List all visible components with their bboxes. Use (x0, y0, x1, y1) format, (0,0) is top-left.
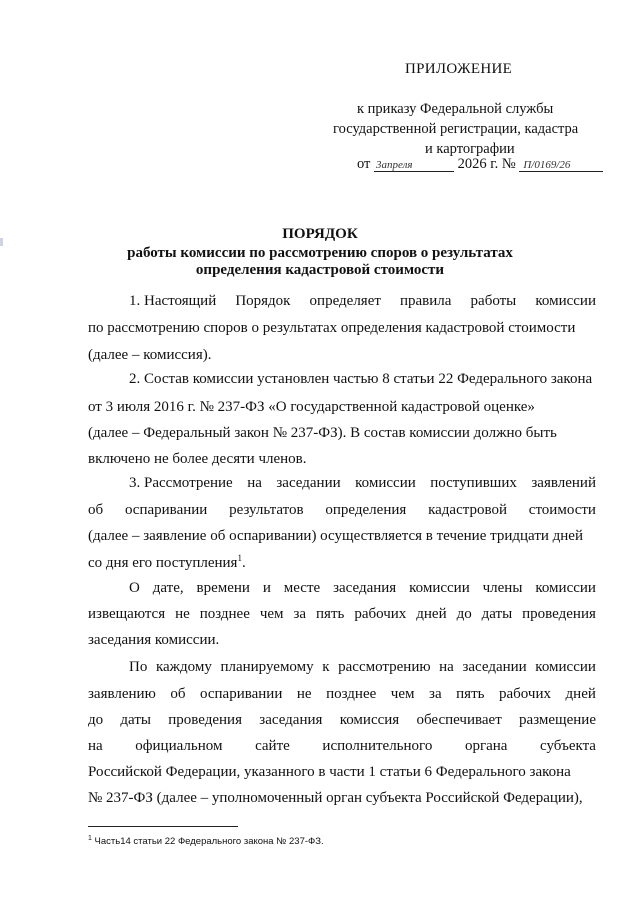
paragraph-2-line-2: от 3 июля 2016 г. № 237-ФЗ «О государственной кадастровой оценке» (88, 399, 535, 415)
footnote-mark: 1 (88, 835, 92, 842)
paragraph-1-line-1: 1. Настоящий Порядок определяет правила работы комиссии (129, 293, 596, 309)
order-reference (357, 156, 603, 173)
paragraph-5-line-4: на официальном сайте исполнительного органа субъекта (88, 738, 596, 754)
footnote-separator (88, 826, 238, 827)
order-date-handwritten: 3апреля (374, 159, 454, 172)
footnote (88, 835, 324, 847)
paragraph-2-line-1: 2. Состав комиссии установлен частью 8 статьи 22 Федерального закона (129, 371, 593, 387)
order-number-handwritten: П/0169/26 (519, 159, 603, 172)
paragraph-5-line-5: Российской Федерации, указанного в части 1 статьи 6 Федерального закона (88, 764, 571, 780)
document-subtitle-line-2: определения кадастровой стоимости (195, 262, 445, 278)
paragraph-4-line-2: извещаются не позднее чем за пять рабочих дней до даты проведения (88, 606, 596, 622)
paragraph-4-line-3: заседания комиссии. (88, 632, 220, 648)
appendix-line-3: и картографии (425, 141, 515, 157)
order-prefix: от (357, 156, 371, 172)
paragraph-3-line-2: об оспаривании результатов определения кадастровой стоимости (88, 502, 596, 518)
paragraph-3-line-4: со дня его поступления$^1$. (88, 553, 246, 571)
document-title: ПОРЯДОК (282, 226, 358, 242)
appendix-title: ПРИЛОЖЕНИЕ (405, 61, 513, 77)
paragraph-5-line-2: заявлению об оспаривании не позднее чем за пять рабочих дней (88, 686, 596, 702)
paragraph-5-line-6: № 237-ФЗ (далее – уполномоченный орган субъекта Российской Федерации), (88, 790, 583, 806)
paragraph-2-line-3: (далее – Федеральный закон № 237-ФЗ). В состав комиссии должно быть (88, 425, 557, 441)
paragraph-1-line-2: по рассмотрению споров о результатах определения кадастровой стоимости (88, 320, 576, 336)
paragraph-3-line-1: 3. Рассмотрение на заседании комиссии поступивших заявлений (129, 475, 596, 491)
appendix-line-2: государственной регистрации, кадастра (333, 121, 579, 137)
paragraph-1-line-3: (далее – комиссия). (88, 347, 212, 363)
paragraph-2-line-4: включено не более десяти членов. (88, 451, 307, 467)
document-subtitle-line-1: работы комиссии по рассмотрению споров о результатах (127, 245, 513, 261)
footnote-text: Часть14 статьи 22 Федерального закона № 237-ФЗ. (91, 836, 324, 848)
paragraph-3-line-3: (далее – заявление об оспаривании) осуществляется в течение тридцати дней (88, 528, 583, 544)
appendix-line-1: к приказу Федеральной службы (357, 101, 554, 117)
footnote-reference: 1 (237, 553, 242, 563)
paragraph-5-line-3: до даты проведения заседания комиссия обеспечивает размещение (88, 712, 596, 728)
paragraph-5-line-1: По каждому планируемому к рассмотрению на заседании комиссии (129, 659, 596, 675)
order-year: 2026 г. № (457, 156, 516, 172)
paragraph-4-line-1: О дате, времени и месте заседания комиссии члены комиссии (129, 580, 596, 596)
